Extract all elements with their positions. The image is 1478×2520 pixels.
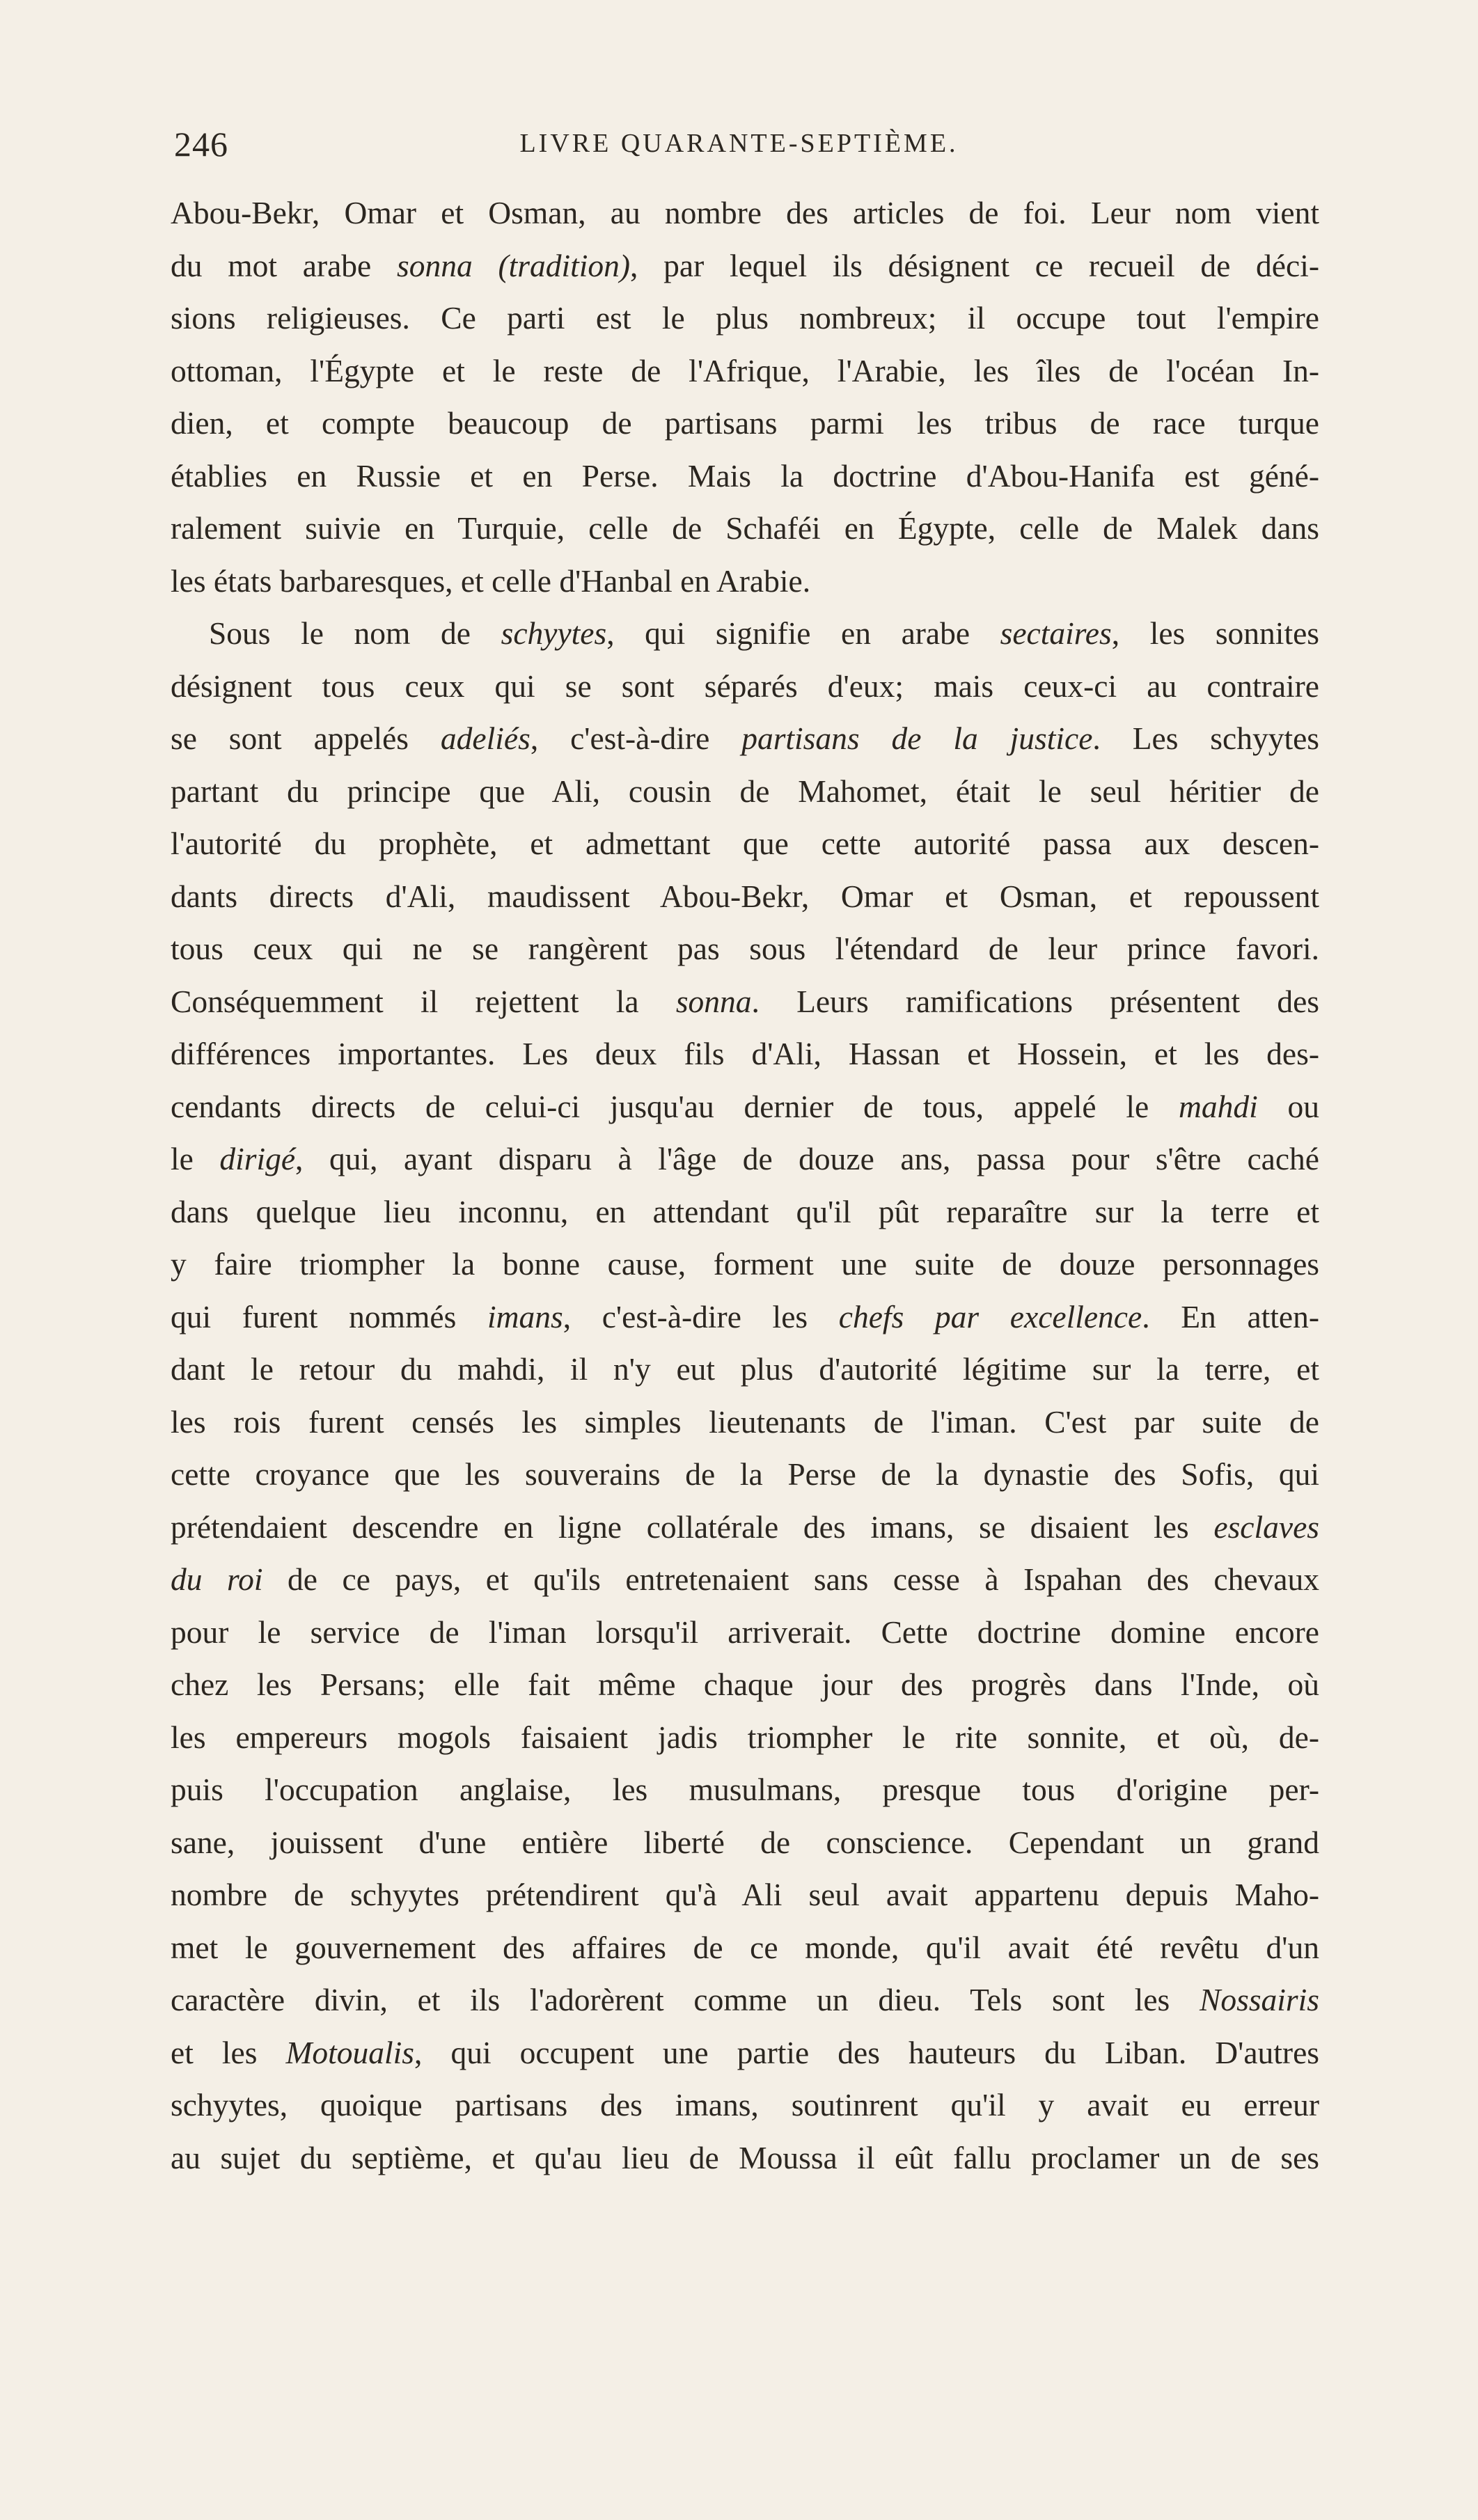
text-segment: désignent tous ceux qui se sont séparés d'eux; mais ceux-ci au contraire	[171, 668, 1319, 704]
text-segment: prétendaient descendre en ligne collatérale des imans, se disaient les	[171, 1509, 1214, 1545]
chapter-running-title: LIVRE QUARANTE-SEPTIÈME.	[519, 129, 959, 158]
text-segment: sions religieuses. Ce parti est le plus nombreux; il occupe tout l'empire	[171, 300, 1319, 336]
text-segment: différences importantes. Les deux fils d'Ali, Hassan et Hossein, et les des-	[171, 1036, 1319, 1071]
text-segment: le	[171, 1141, 220, 1176]
text-line	[171, 1186, 1319, 1238]
text-line	[171, 1027, 1319, 1080]
text-segment: cendants directs de celui-ci jusqu'au dernier de tous, appelé le	[171, 1088, 1179, 1124]
text-line	[171, 345, 1319, 397]
text-segment: sane, jouissent d'une entière liberté de conscience. Cependant un grand	[171, 1824, 1319, 1860]
text-segment: Sous le nom de	[209, 615, 501, 651]
italic-term: mahdi	[1178, 1088, 1258, 1124]
text-line	[171, 555, 1319, 608]
italic-term: du roi	[171, 1561, 263, 1597]
text-segment: caractère divin, et ils l'adorèrent comme un dieu. Tels sont les	[171, 1982, 1200, 2017]
text-line	[171, 1921, 1319, 1974]
text-line	[171, 2132, 1319, 2184]
text-line	[171, 1080, 1319, 1133]
text-segment: se sont appelés	[171, 720, 441, 756]
text-segment: Conséquemment il rejettent la	[171, 983, 676, 1019]
italic-term: sonna (tradition)	[397, 247, 631, 283]
text-segment: chez les Persans; elle fait même chaque jour des progrès dans l'Inde, où	[171, 1667, 1319, 1702]
text-line	[171, 1291, 1319, 1344]
text-line	[171, 1133, 1319, 1186]
text-line	[171, 1763, 1319, 1816]
text-segment: établies en Russie et en Perse. Mais la doctrine d'Abou-Hanifa est géné-	[171, 457, 1319, 494]
text-line	[171, 1711, 1319, 1764]
text-line	[171, 607, 1319, 660]
text-line	[171, 239, 1319, 292]
text-segment: met le gouvernement des affaires de ce monde, qu'il avait été revêtu d'un	[171, 1929, 1319, 1965]
text-segment: ottoman, l'Égypte et le reste de l'Afrique, l'Arabie, les îles de l'océan In-	[171, 352, 1319, 388]
text-line	[171, 1606, 1319, 1659]
text-segment: , les sonnites	[1111, 615, 1319, 651]
text-line	[171, 975, 1319, 1028]
text-segment: tous ceux qui ne se rangèrent pas sous l'étendard de leur prince favori.	[171, 931, 1319, 966]
text-segment: , c'est-à-dire les	[563, 1298, 839, 1334]
text-line	[171, 922, 1319, 975]
italic-term: sonna	[675, 983, 752, 1019]
text-segment: dants directs d'Ali, maudissent Abou-Bekr, Omar et Osman, et repoussent	[171, 878, 1319, 914]
text-segment: cette croyance que les souverains de la Perse de la dynastie des Sofis, qui	[171, 1456, 1319, 1492]
text-line	[171, 660, 1319, 713]
text-line	[171, 1238, 1319, 1291]
italic-term: imans	[487, 1298, 563, 1334]
text-segment: les rois furent censés les simples lieutenants de l'iman. C'est par suite de	[171, 1403, 1319, 1440]
italic-term: Nossairis	[1200, 1982, 1319, 2017]
text-segment: et les	[171, 2034, 286, 2070]
text-segment: qui furent nommés	[171, 1298, 487, 1334]
body-text	[171, 187, 1319, 2184]
text-segment: . Les schyytes	[1092, 720, 1320, 756]
text-segment: partant du principe que Ali, cousin de Mahomet, était le seul héritier de	[171, 773, 1319, 809]
text-segment: les empereurs mogols faisaient jadis triompher le rite sonnite, et où, de-	[171, 1719, 1319, 1755]
text-segment: , qui signifie en arabe	[606, 615, 1000, 651]
text-segment: l'autorité du prophète, et admettant que cette autorité passa aux descen-	[171, 826, 1319, 861]
text-segment: nombre de schyytes prétendirent qu'à Ali seul avait appartenu depuis Maho-	[171, 1877, 1319, 1912]
text-segment: les états barbaresques, et celle d'Hanbal en Arabie.	[171, 562, 811, 599]
text-line	[171, 1658, 1319, 1711]
text-line	[171, 1816, 1319, 1869]
italic-term: Motoualis	[285, 2034, 415, 2070]
italic-term: schyytes	[501, 615, 607, 651]
text-segment: pour le service de l'iman lorsqu'il arriverait. Cette doctrine domine encore	[171, 1614, 1319, 1650]
text-line	[171, 2079, 1319, 2132]
text-line	[171, 2026, 1319, 2079]
text-segment: . En atten-	[1142, 1298, 1320, 1334]
text-segment: puis l'occupation anglaise, les musulmans, presque tous d'origine per-	[171, 1772, 1319, 1807]
text-segment: Abou-Bekr, Omar et Osman, au nombre des articles de foi. Leur nom vient	[171, 195, 1319, 230]
italic-term: adeliés	[440, 720, 530, 756]
text-segment: dant le retour du mahdi, il n'y eut plus d'autorité légitime sur la terre, et	[171, 1351, 1319, 1387]
text-segment: schyytes, quoique partisans des imans, soutinrent qu'il y avait eu erreur	[171, 2087, 1319, 2123]
text-segment: , par lequel ils désignent ce recueil de déci-	[630, 247, 1319, 283]
italic-term: partisans de la justice	[741, 720, 1093, 756]
text-segment: de ce pays, et qu'ils entretenaient sans cesse à Ispahan des chevaux	[262, 1561, 1319, 1597]
text-segment: dien, et compte beaucoup de partisans parmi les tribus de race turque	[171, 405, 1319, 441]
text-line	[171, 1396, 1319, 1449]
text-segment: . Leurs ramifications présentent des	[751, 983, 1319, 1019]
italic-term: dirigé	[219, 1141, 296, 1176]
text-line	[171, 397, 1319, 450]
italic-term: esclaves	[1213, 1509, 1319, 1545]
text-segment: au sujet du septième, et qu'au lieu de Moussa il eût fallu proclamer un de ses	[171, 2139, 1319, 2175]
text-segment: dans quelque lieu inconnu, en attendant qu'il pût reparaître sur la terre et	[171, 1193, 1319, 1229]
text-line	[171, 1448, 1319, 1501]
text-line	[171, 817, 1319, 870]
text-segment: ralement suivie en Turquie, celle de Schaféi en Égypte, celle de Malek dans	[171, 510, 1319, 546]
text-line	[171, 502, 1319, 555]
text-line	[171, 712, 1319, 765]
text-segment: y faire triompher la bonne cause, forment une suite de douze personnages	[171, 1246, 1319, 1282]
text-segment: , qui, ayant disparu à l'âge de douze ans, passa pour s'être caché	[295, 1141, 1319, 1176]
text-line	[171, 1974, 1319, 2026]
text-line	[171, 450, 1319, 503]
text-line	[171, 1343, 1319, 1396]
italic-term: sectaires	[1000, 615, 1112, 651]
text-segment: du mot arabe	[171, 247, 397, 283]
text-line	[171, 1868, 1319, 1921]
text-segment: ou	[1257, 1088, 1320, 1124]
text-line	[171, 870, 1319, 923]
running-head	[0, 124, 1478, 166]
text-line	[171, 292, 1319, 345]
text-line	[171, 1553, 1319, 1606]
text-line	[171, 187, 1319, 239]
text-line	[171, 1501, 1319, 1554]
text-segment: , qui occupent une partie des hauteurs du Liban. D'autres	[414, 2034, 1319, 2070]
text-line	[171, 765, 1319, 818]
text-segment: , c'est-à-dire	[530, 720, 742, 756]
italic-term: chefs par excellence	[838, 1298, 1142, 1334]
page-number: 246	[174, 125, 228, 164]
